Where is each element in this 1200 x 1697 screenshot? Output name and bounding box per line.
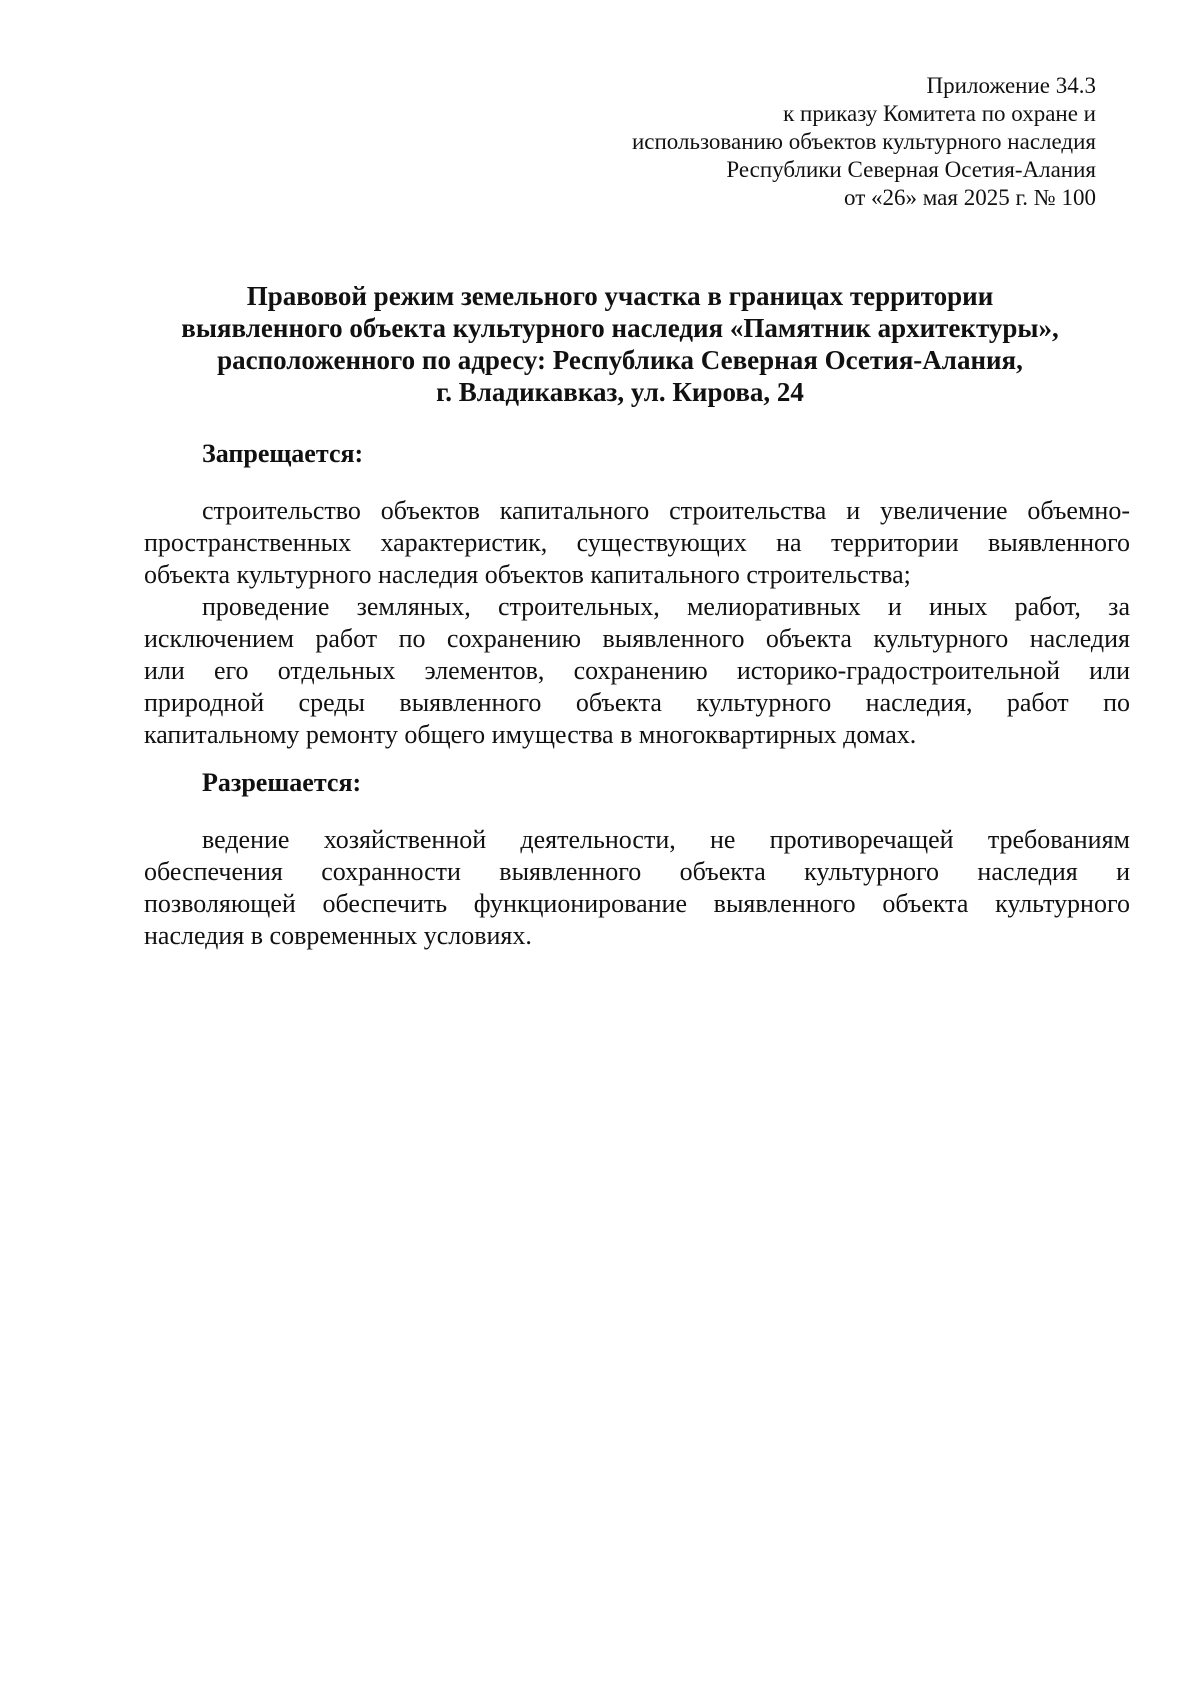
title-line: Правовой режим земельного участка в границах территории — [246, 281, 994, 311]
appendix-order-ref: к приказу Комитета по охране и — [783, 101, 1096, 126]
permitted-section — [144, 824, 1130, 952]
appendix-date-number: от «26» мая 2025 г. № 100 — [844, 185, 1096, 210]
appendix-committee: использованию объектов культурного наследия — [631, 129, 1096, 154]
appendix-number: Приложение 34.3 — [926, 73, 1096, 98]
text-line: обеспечения сохранности выявленного объекта культурного наследия и — [144, 857, 1130, 886]
prohibited-paragraph-1 — [144, 495, 1130, 591]
text-line: проведение земляных, строительных, мелиоративных и иных работ, за — [202, 592, 1130, 621]
text-line: ведение хозяйственной деятельности, не противоречащей требованиям — [202, 825, 1130, 854]
appendix-republic: Республики Северная Осетия-Алания — [726, 157, 1096, 182]
text-line: капитальному ремонту общего имущества в многоквартирных домах. — [144, 720, 917, 749]
document-title — [145, 280, 1095, 408]
appendix-header — [456, 72, 1096, 212]
title-line: расположенного по адресу: Республика Северная Осетия-Алания, — [217, 345, 1023, 375]
text-line: пространственных характеристик, существующих на территории выявленного — [144, 528, 1130, 557]
text-line: позволяющей обеспечить функционирование выявленного объекта культурного — [144, 889, 1130, 918]
prohibited-section — [144, 495, 1130, 751]
text-line: или его отдельных элементов, сохранению историко-градостроительной или — [144, 656, 1130, 685]
text-line: объекта культурного наследия объектов капитального строительства; — [144, 560, 911, 589]
permitted-paragraph-1 — [144, 824, 1130, 952]
text-line: исключением работ по сохранению выявленного объекта культурного наследия — [144, 624, 1130, 653]
prohibited-heading: Запрещается: — [202, 439, 364, 468]
text-line: строительство объектов капитального строительства и увеличение объемно- — [202, 496, 1130, 525]
text-line: природной среды выявленного объекта культурного наследия, работ по — [144, 688, 1130, 717]
title-line: выявленного объекта культурного наследия «Памятник архитектуры», — [181, 313, 1059, 343]
prohibited-paragraph-2 — [144, 591, 1130, 751]
title-line: г. Владикавказ, ул. Кирова, 24 — [436, 377, 804, 407]
text-line: наследия в современных условиях. — [144, 921, 532, 950]
permitted-heading: Разрешается: — [202, 768, 362, 797]
